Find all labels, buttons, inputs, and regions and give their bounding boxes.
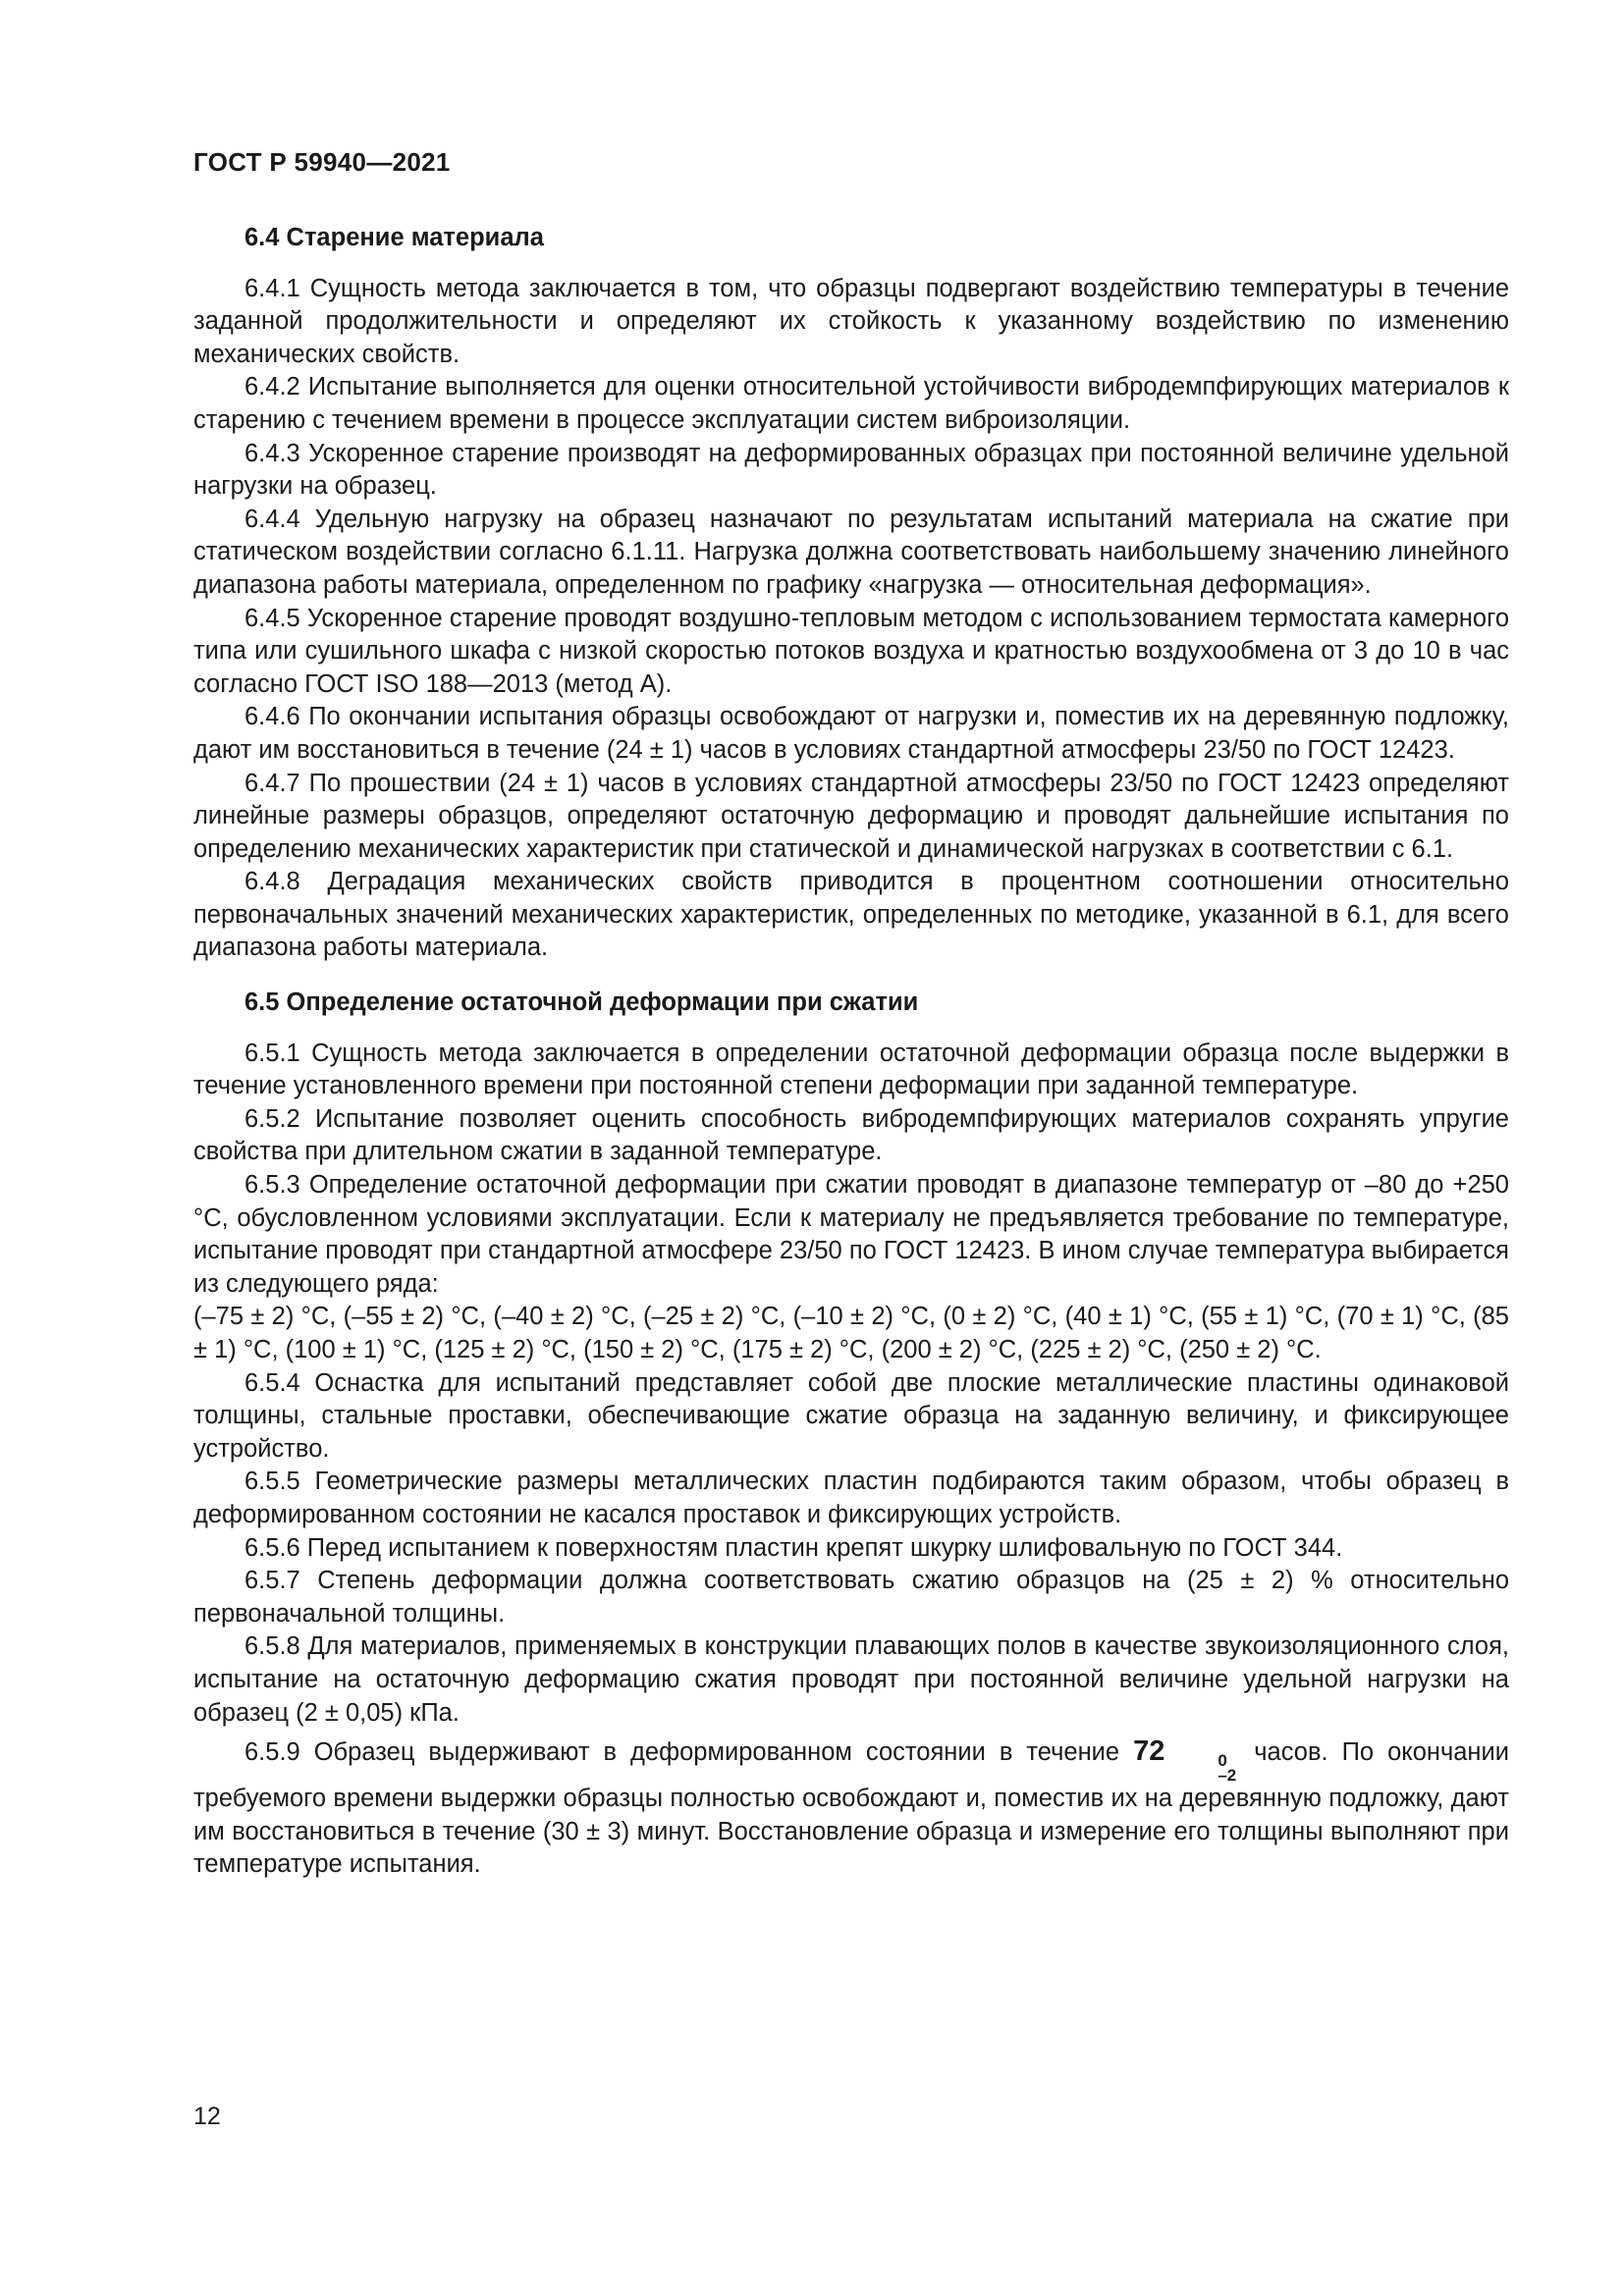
- temperature-row: (–75 ± 2) °С, (–55 ± 2) °С, (–40 ± 2) °С, (–25 ± 2) °С, (–10 ± 2) °С, (0 ± 2) °С, (40 ± 1) °С, (55 ± 1) °С, (70 ± 1) °С, (85 ± 1) °С, (100 ± 1) °С, (125 ± 2) °С, (150 ± 2) °С, (175 ± 2) °С, (200 ± 2) °С, (225 ± 2) °С, (250 ± 2) °С.: [193, 1303, 1509, 1363]
- paragraph-6-4-6: 6.4.6 По окончании испытания образцы освобождают от нагрузки и, поместив их на деревянную подложку, дают им восстановиться в течение (24 ± 1) часов в условиях стандартной атмосферы 23/50 по ГОСТ 12423.: [193, 703, 1509, 764]
- paragraph-6-5-9-after: часов. По окончании требуемого времени выдержки образцы полностью освобождают и, поместив их на деревянную подложку, дают им восстановиться в течение (30 ± 3) минут. Восстановление образца и измерение его толщины выполняют при температуре испытания.: [193, 1738, 1510, 1879]
- duration-value: 72: [1133, 1735, 1165, 1768]
- page-number: 12: [193, 2103, 221, 2130]
- duration-tolerance: [1166, 1751, 1237, 1786]
- document-header: ГОСТ Р 59940—2021: [193, 147, 451, 177]
- paragraph-6-4-1: 6.4.1 Сущность метода заключается в том, что образцы подвергают воздействию температуры в течение заданной продолжительности и определяют их стойкость к указанному воздействию по изменению механических свойств.: [193, 274, 1509, 368]
- document-body: [193, 222, 1509, 1882]
- paragraph-6-4-3: 6.4.3 Ускоренное старение производят на деформированных образцах при постоянной величине удельной нагрузки на образец.: [193, 439, 1509, 501]
- paragraph-6-5-9: [193, 1735, 1509, 1882]
- paragraph-6-5-7: 6.5.7 Степень деформации должна соответствовать сжатию образцов на (25 ± 2) % относительно первоначальной толщины.: [193, 1567, 1509, 1628]
- paragraph-6-5-1: 6.5.1 Сущность метода заключается в определении остаточной деформации образца после выдержки в течение установленного времени при постоянной степени деформации при заданной температуре.: [193, 1039, 1509, 1100]
- paragraph-6-4-7: 6.4.7 По прошествии (24 ± 1) часов в условиях стандартной атмосферы 23/50 по ГОСТ 12423 определяют линейные размеры образцов, определяют остаточную деформацию и проводят дальнейшие испытания по определению механических характеристик при статической и динамической нагрузках в соответствии с 6.1.: [193, 769, 1509, 863]
- section-title-6-4: 6.4 Старение материала: [244, 224, 544, 251]
- paragraph-6-5-9-before: 6.5.9 Образец выдерживают в деформированном состоянии в течение: [244, 1738, 1134, 1767]
- paragraph-6-5-2: 6.5.2 Испытание позволяет оценить способность вибродемпфирующих материалов сохранять упругие свойства при длительном сжатии в заданной температуре.: [193, 1104, 1509, 1166]
- paragraph-6-5-5: 6.5.5 Геометрические размеры металлических пластин подбираются таким образом, чтобы образец в деформированном состоянии не касался проставок и фиксирующих устройств.: [193, 1468, 1509, 1528]
- tolerance-lower: –2: [1218, 1766, 1237, 1786]
- tolerance-upper: 0: [1218, 1751, 1227, 1771]
- paragraph-6-5-3: 6.5.3 Определение остаточной деформации при сжатии проводят в диапазоне температур от –80 до +250 °С, обусловленном условиями эксплуатации. Если к материалу не предъявляется требование по температуре, испытание проводят при стандартной атмосфере 23/50 по ГОСТ 12423. В ином случае температура выбирается из следующего ряда:: [193, 1171, 1509, 1298]
- section-title-6-5: 6.5 Определение остаточной деформации при сжатии: [244, 988, 919, 1017]
- paragraph-6-4-8: 6.4.8 Деградация механических свойств приводится в процентном соотношении относительно первоначальных значений механических характеристик, определенных по методике, указанной в 6.1, для всего диапазона работы материала.: [193, 868, 1509, 962]
- paragraph-6-5-8: 6.5.8 Для материалов, применяемых в конструкции плавающих полов в качестве звукоизоляционного слоя, испытание на остаточную деформацию сжатия проводят при постоянной величине удельной нагрузки на образец (2 ± 0,05) кПа.: [193, 1632, 1509, 1727]
- paragraph-6-5-6: 6.5.6 Перед испытанием к поверхностям пластин крепят шкурку шлифовальную по ГОСТ 344.: [244, 1533, 1343, 1562]
- paragraph-6-4-4: 6.4.4 Удельную нагрузку на образец назначают по результатам испытаний материала на сжатие при статическом воздействии согласно 6.1.11. Нагрузка должна соответствовать наибольшему значению линейного диапазона работы материала, определенном по графику «нагрузка — относительная деформация».: [193, 505, 1509, 599]
- paragraph-6-5-4: 6.5.4 Оснастка для испытаний представляет собой две плоские металлические пластины одинаковой толщины, стальные проставки, обеспечивающие сжатие образца на заданную величину, и фиксирующее устройство.: [193, 1368, 1509, 1463]
- paragraph-6-4-5: 6.4.5 Ускоренное старение проводят воздушно-тепловым методом с использованием термостата камерного типа или сушильного шкафа с низкой скоростью потоков воздуха и кратностью воздухообмена от 3 до 10 в час согласно ГОСТ ISO 188—2013 (метод А).: [193, 604, 1509, 698]
- paragraph-6-4-2: 6.4.2 Испытание выполняется для оценки относительной устойчивости вибродемпфирующих материалов к старению с течением времени в процессе эксплуатации систем виброизоляции.: [193, 373, 1509, 434]
